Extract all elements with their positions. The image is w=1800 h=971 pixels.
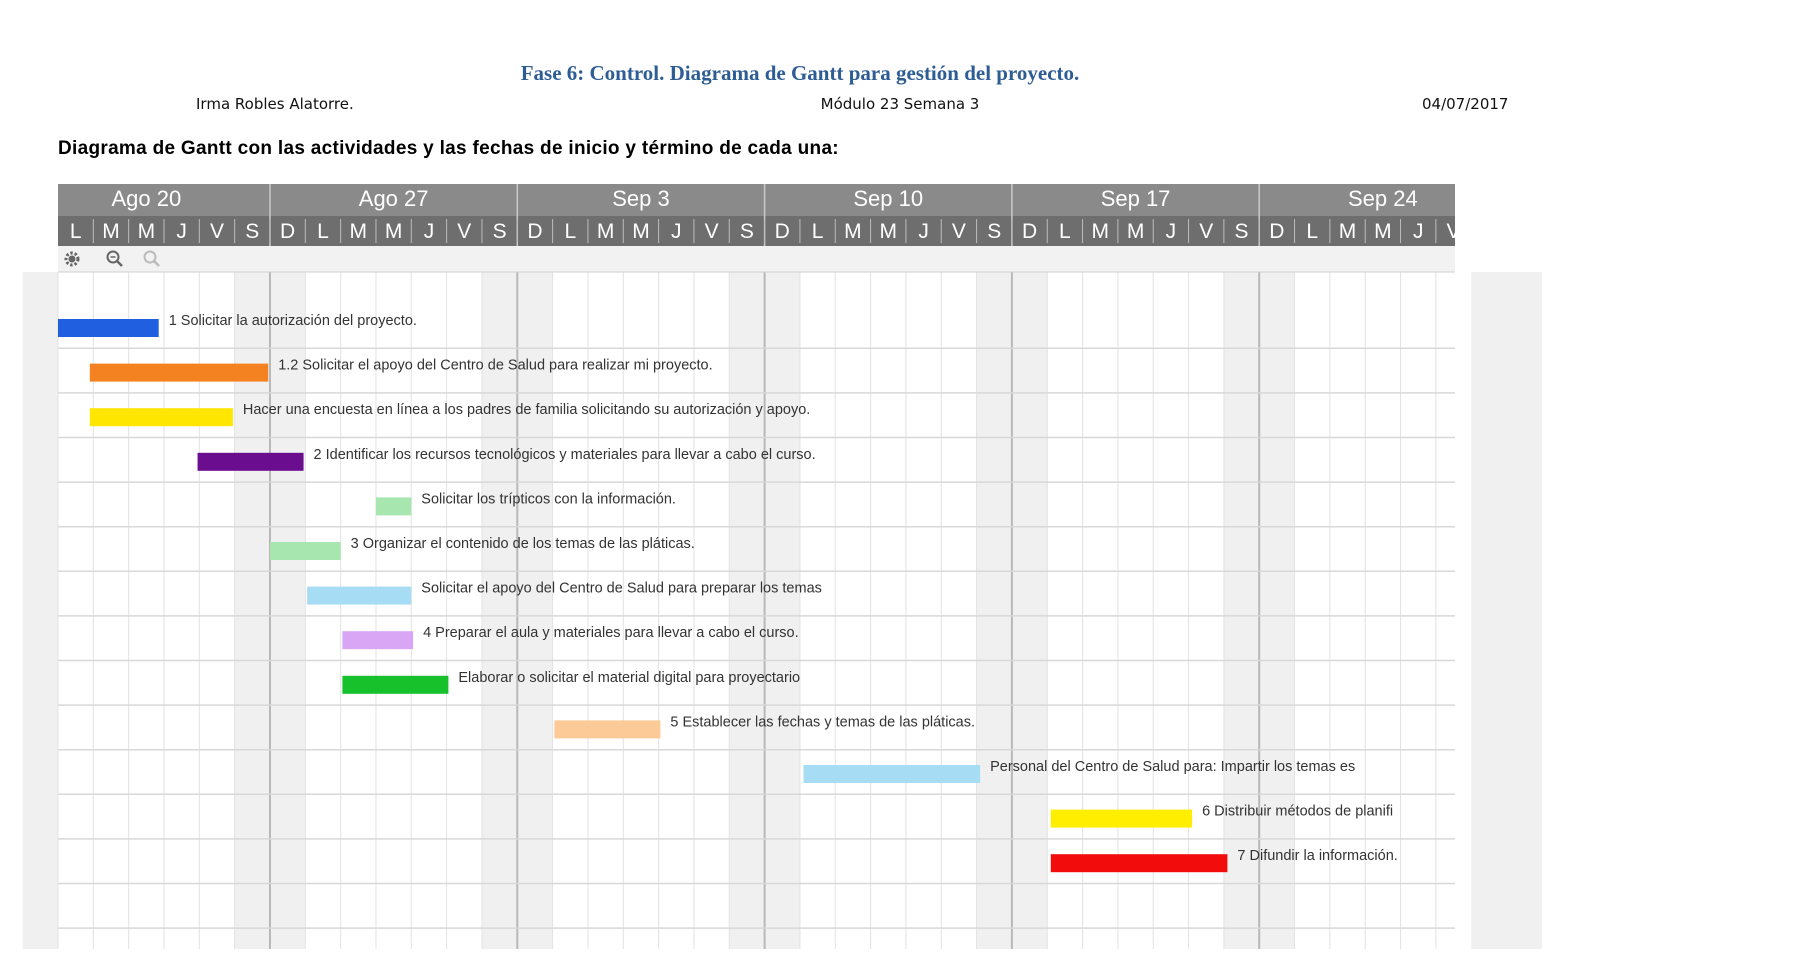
- task-bar[interactable]: [58, 319, 159, 337]
- day-label: L: [564, 220, 577, 243]
- toolbar-row: [58, 246, 1455, 272]
- day-label: J: [918, 220, 929, 243]
- day-label: L: [1059, 220, 1071, 243]
- task-bar[interactable]: [90, 408, 233, 426]
- weekend-shade: [765, 272, 800, 949]
- day-label: M: [384, 220, 403, 243]
- task-label: 5 Establecer las fechas y temas de las pláticas.: [670, 714, 976, 731]
- task-bar[interactable]: [270, 542, 341, 560]
- day-label: J: [176, 220, 187, 243]
- weekend-shade: [1012, 272, 1047, 949]
- day-label: V: [1199, 220, 1214, 243]
- task-bar[interactable]: [90, 364, 268, 382]
- day-label: M: [879, 220, 898, 243]
- day-label: V: [209, 220, 224, 243]
- module-week: Módulo 23 Semana 3: [820, 95, 980, 113]
- day-label: J: [423, 220, 435, 243]
- weekend-shade: [1471, 272, 1506, 949]
- day-label: M: [1338, 220, 1357, 243]
- week-label: Sep 24: [1348, 186, 1418, 211]
- section-heading: Diagrama de Gantt con las actividades y las fechas de inicio y término de cada una:: [58, 138, 839, 159]
- day-label: J: [1165, 220, 1177, 243]
- task-bar[interactable]: [342, 676, 448, 694]
- day-label: L: [317, 220, 329, 243]
- weekend-shade: [977, 272, 1012, 949]
- day-label: S: [987, 220, 1002, 243]
- task-label: Hacer una encuesta en línea a los padres de familia solicitando su autorización y apoyo.: [242, 402, 811, 419]
- day-label: S: [245, 220, 260, 243]
- task-label: Personal del Centro de Salud para: Impartir los temas es: [990, 759, 1356, 775]
- task-label: 1 Solicitar la autorización del proyecto.: [168, 313, 417, 329]
- day-label: L: [811, 220, 824, 243]
- day-label: M: [844, 220, 862, 243]
- task-bar[interactable]: [803, 765, 980, 783]
- day-label: L: [69, 220, 82, 243]
- author-name: Irma Robles Alatorre.: [196, 95, 354, 113]
- day-label: M: [1126, 220, 1145, 243]
- day-label: M: [102, 220, 120, 243]
- day-label: D: [774, 220, 790, 243]
- week-label: Ago 20: [111, 186, 182, 211]
- week-label: Sep 3: [612, 186, 670, 211]
- task-bar[interactable]: [342, 631, 413, 649]
- day-label: J: [671, 220, 682, 243]
- week-label: Sep 17: [1100, 186, 1171, 211]
- day-label: M: [349, 220, 368, 243]
- weekend-shade: [729, 272, 764, 949]
- week-label: Ago 27: [358, 186, 429, 211]
- day-label: D: [280, 220, 296, 243]
- day-label: S: [1234, 220, 1249, 243]
- day-label: L: [1306, 220, 1319, 243]
- task-label: 3 Organizar el contenido de los temas de las pláticas.: [350, 536, 695, 552]
- task-label: 7 Difundir la información.: [1237, 848, 1398, 865]
- task-label: Elaborar o solicitar el material digital para proyectario: [458, 669, 801, 686]
- document-date: 04/07/2017: [1422, 95, 1509, 113]
- task-bar[interactable]: [1051, 810, 1192, 828]
- week-label: Sep 10: [853, 186, 924, 211]
- task-bar[interactable]: [554, 720, 660, 738]
- day-label: M: [1091, 220, 1109, 243]
- task-label: Solicitar el apoyo del Centro de Salud para preparar los temas: [421, 580, 822, 597]
- gantt-svg: [58, 184, 1461, 949]
- day-label: D: [1269, 220, 1285, 243]
- day-label: V: [457, 220, 472, 243]
- day-label: V: [1446, 220, 1461, 243]
- day-label: M: [1374, 220, 1392, 243]
- gantt-chart: [58, 184, 1461, 949]
- day-label: M: [137, 220, 156, 243]
- task-bar[interactable]: [376, 497, 411, 515]
- day-label: S: [739, 220, 754, 243]
- task-label: 2 Identificar los recursos tecnológicos y materiales para llevar a cabo el curso.: [313, 446, 816, 463]
- day-label: M: [632, 220, 650, 243]
- weekend-shade: [23, 272, 58, 949]
- day-label: J: [1412, 220, 1424, 243]
- task-bar[interactable]: [198, 453, 304, 471]
- weekend-shade: [1507, 272, 1542, 949]
- task-bar[interactable]: [307, 587, 411, 605]
- day-label: M: [596, 220, 615, 243]
- task-label: 1.2 Solicitar el apoyo del Centro de Salud para realizar mi proyecto.: [278, 357, 713, 374]
- day-label: V: [951, 220, 966, 243]
- day-label: V: [704, 220, 719, 243]
- task-label: 4 Preparar el aula y materiales para llevar a cabo el curso.: [423, 625, 799, 642]
- day-label: D: [527, 220, 543, 243]
- task-label: 6 Distribuir métodos de planifi: [1202, 803, 1394, 820]
- day-label: D: [1021, 220, 1038, 243]
- document-title: Fase 6: Control. Diagrama de Gantt para gestión del proyecto.: [520, 61, 1080, 85]
- task-label: Solicitar los trípticos con la información.: [421, 491, 676, 508]
- task-bar[interactable]: [1051, 854, 1228, 872]
- day-label: S: [492, 220, 507, 243]
